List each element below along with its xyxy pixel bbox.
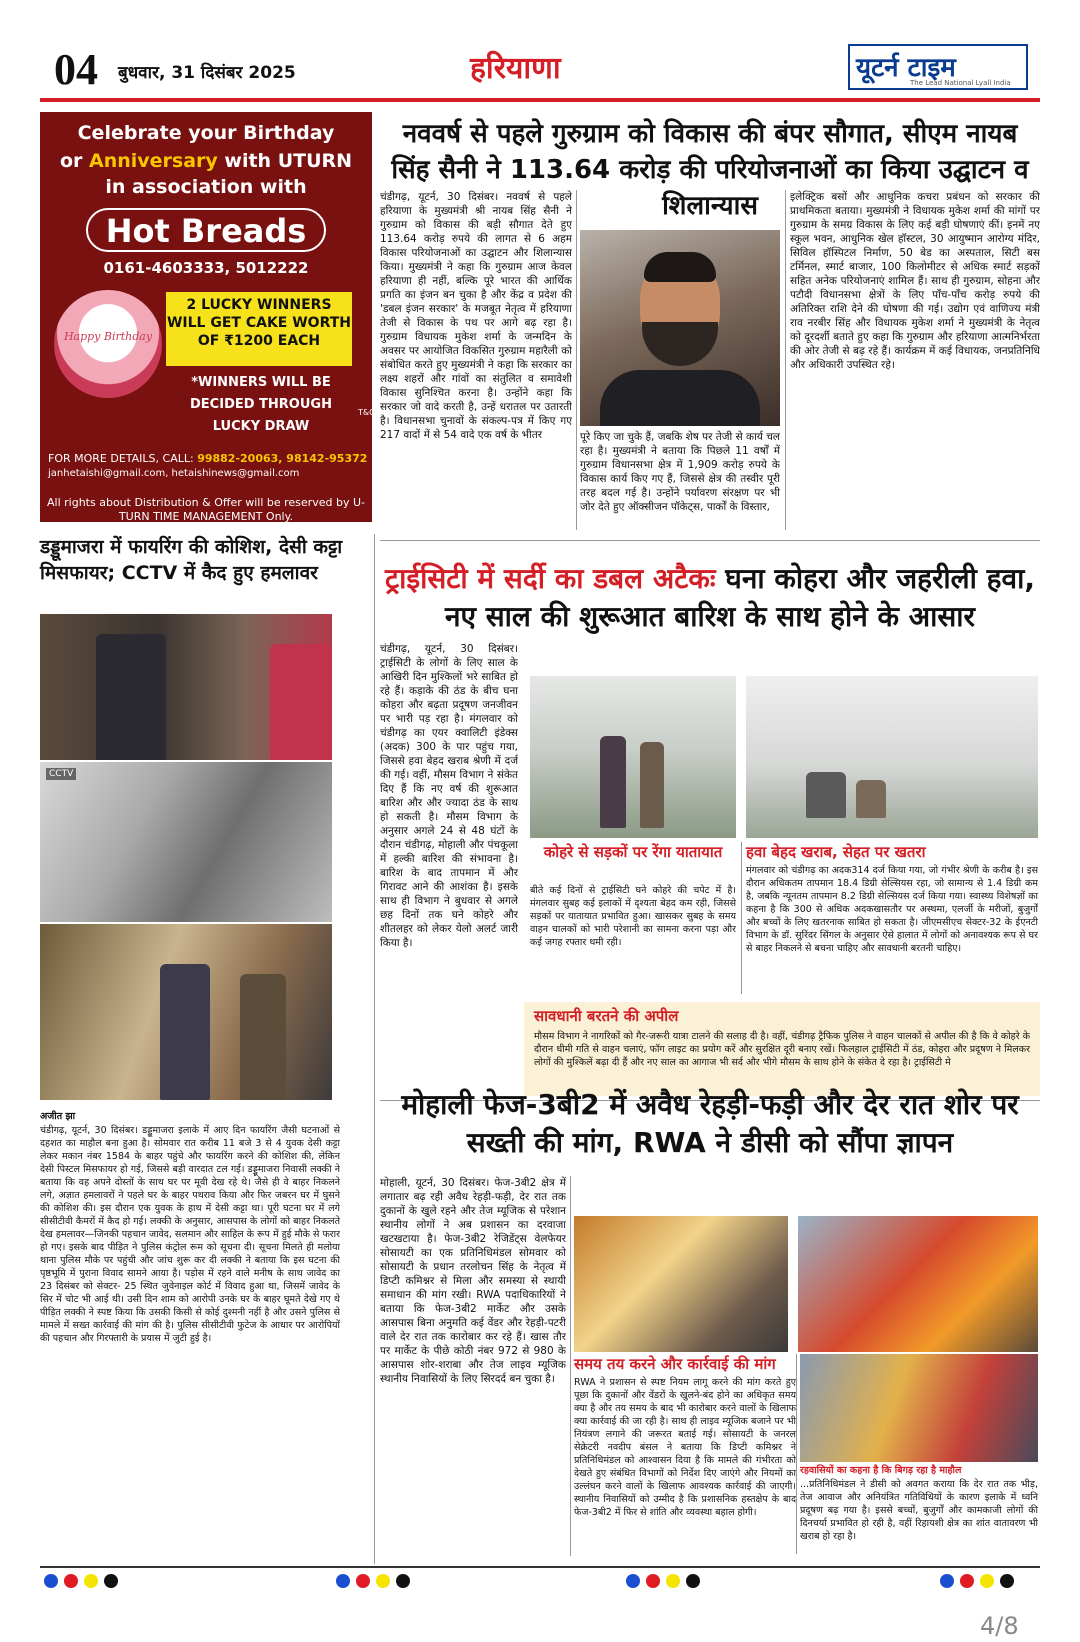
story2-sub2-body: मंगलवार को चंडीगढ़ का अदक314 दर्ज किया गया, जो गंभीर श्रेणी के करीब है। इस दौरान अधिकतम तापमान 18.4 डिग्री सेल्सियस रहा, जो सामान्य से 1.4 डिग्री कम है, जबकि न्यूनतम तापमान 8.2 डिग्री सेल्सियस दर्ज किया गया। स्वास्थ्य विशेषज्ञों का कहना है कि 300 से अधिक अदकखासतौर पर अस्थमा, एलर्जी के मरीजों, बुजुर्गों और बच्चों के लिए खतरनाक साबित हो सकता है। जीएमसीएच सेक्टर-32 के ईएनटी विभाग के डॉ. सुरिंदर सिंगल के अनुसार ऐसे हालात में लोगों को अनावश्यक रूप से घर से बाहर निकलने से बचना चाहिए और सावधानी बरतनी चाहिए। <box>746 865 1038 954</box>
ad-line-3: in association with <box>105 176 307 198</box>
story2-body: चंडीगढ़, यूटर्न, 30 दिसंबर। ट्राईसिटी के लोगों के लिए साल के आखिरी दिन मुश्किलों भरे साबित हो रहे हैं। कड़ाके की ठंड के बीच घना कोहरा और बढ़ता प्रदूषण जनजीवन पर भारी पड़ रहा है। मंगलवार को चंडीगढ़ का एयर क्वालिटी इंडेक्स (अदक) 300 के पार पहुंच गया, जिससे हवा बेहद खराब श्रेणी में दर्ज की गई। वहीं, मौसम विभाग ने संकेत दिए हैं कि नए वर्ष की शुरूआत बारिश और और ज्यादा ठंड के साथ हो सकती है। मौसम विभाग के अनुसार अगले 24 से 48 घंटों के दौरान चंडीगढ़, मोहाली और पंचकूला में हल्की बारिश की संभावना है। बारिश के बाद तापमान में और गिरावट आने की आशंका है। इसके साथ ही विभाग ने बुधवार से अगले छह दिनों तक घने कोहरे और शीतलहर को लेकर येलो अलर्ट जारी किया है। <box>380 643 518 949</box>
issue-date: बुधवार, 31 दिसंबर 2025 <box>118 63 296 83</box>
story3-headline: मोहाली फेज-3बी2 में अवैध रेहड़ी-फड़ी और देर रात शोर पर सख्ती की मांग, RWA ने डीसी को सौंपा ज्ञापन <box>401 1088 1019 1159</box>
story2-sub3: सावधानी बरतने की अपील <box>534 1007 679 1025</box>
ad-rights: All rights about Distribution & Offer will be reserved by U-TURN TIME MANAGEMENT Only. <box>47 496 365 523</box>
side-story-body: चंडीगढ़, यूटर्न, 30 दिसंबर। डड्डूमाजरा इलाके में आए दिन फायरिंग जैसी घटनाओं से दहशत का माहौल बना हुआ है। सोमवार रात करीब 11 बजे 3 से 4 युवक देसी कट्टा लेकर मकान नंबर 1584 के बाहर पहुंचे और फायरिंग करने की कोशिश की, लेकिन देसी पिस्टल मिसफायर हो गई, जिससे बड़ी वारदात टल गई। डड्डूमाजरा निवासी लक्की ने बताया कि वह अपने दोस्तों के साथ घर पर मूवी देख रहे थे। जैसे ही वे बाहर निकलने लगे, अज्ञात हमलावरों ने पहले घर के बाहर पथराव किया और फिर जबरन घर में घुसने की कोशिश की। इस दौरान एक युवक के हाथ में देसी कट्टा था। पूरी घटना घर में लगे सीसीटीवी कैमरों में कैद हो गई। लक्की के अनुसार, आसपास के लोगों को बाहर निकलते देख हमलावर—जिनकी पहचान जावेद, सलमान और साहिल के रूप में हुई मौके से फरार हो गए। इसके बाद पीड़ित ने पुलिस कंट्रोल रूम को सूचना दी। सूचना मिलते ही मलोया थाना पुलिस मौके पर पहुंची और जांच शुरू कर दी लक्की ने बताया कि इस घटना की पृष्ठभूमि में पुराना विवाद सामने आया है। पड़ोस में रहने वाले मनीष के साथ जावेद का 23 दिसंबर को सेक्टर- 25 स्थित जुवेनाइल कोर्ट में विवाद हुआ था, जिसमें जावेद के सिर में चोट भी आई थी। उसी दिन शाम को आरोपी उनके घर के बाहर घूमते देखे गए थे पीड़ित लक्की ने स्पष्ट किया कि उसकी किसी से कोई दुश्मनी नहीं है और उसने पुलिस से मामले में सख्त कार्रवाई की मांग की है। पुलिस सीसीटीवी फुटेज के आधार पर आरोपियों की पहचान और गिरफ्तारी के प्रयास में जुटी हुई है। <box>40 1125 340 1344</box>
logo-tagline: The Lead National Lyall India <box>910 79 1011 87</box>
story3-sub1-body: RWA ने प्रशासन से स्पष्ट नियम लागू करने की मांग करते हुए पूछा कि दुकानों और वेंडरों के खुलने-बंद होने का अधिकृत समय क्या है और तय समय के बाद भी कारोबार करने वालों के खिलाफ क्या कार्रवाई की जा रही है। साथ ही लाइव म्यूजिक बजाने पर भी नियंत्रण लगाने की जरूरत बताई गई। सोसायटी के जनरल सेक्रेटरी नवदीप बंसल ने बताया कि डिप्टी कमिश्नर ने प्रतिनिधिमंडल को आश्वासन दिया है कि मामले की गंभीरता को देखते हुए संबंधित विभागों को निर्देश दिए जाएंगे और नियमों का उल्लंघन करने वालों के खिलाफ आवश्यक कार्रवाई की जाएगी। स्थानीय निवासियों को उम्मीद है कि प्रशासनिक हस्तक्षेप के बाद फेज-3बी2 में फिर से शांति और व्यवस्था बहाल होगी। <box>574 1377 796 1518</box>
story2-sub1: कोहरे से सड़कों पर रेंगा यातायात <box>543 843 723 861</box>
ad-line-1: Celebrate your Birthday <box>77 122 335 144</box>
ad-details: FOR MORE DETAILS, CALL: 99882-20063, 98142-95372 <box>48 452 368 465</box>
newspaper-page <box>40 40 1040 1590</box>
cake-text: Happy Birthday <box>63 330 153 343</box>
cake-image <box>54 290 162 398</box>
story2-sub2: हवा बेहद खराब, सेहत पर खतरा <box>746 843 926 861</box>
side-story-headline: डड्डूमाजरा में फायरिंग की कोशिश, देसी कट्टा मिसफायर; CCTV में कैद हुए हमलावर <box>40 536 343 584</box>
ad-line-2: or Anniversary with UTURN <box>59 150 353 172</box>
side-story-byline: अजीत झा <box>40 1111 76 1122</box>
story2-sub1-body: बीते कई दिनों से ट्राईसिटी घने कोहरे की चपेट में है। मंगलवार सुबह कई इलाकों में दृश्यता बेहद कम रही, जिससे सड़कों पर यातायात प्रभावित हुआ। खासकर सुबह के समय वाहन चालकों को भारी परेशानी का सामना करना पड़ा और कई जगह रफ्तार थमी रही। <box>530 885 736 948</box>
logo-text: यूटर्न टाइम <box>856 53 956 83</box>
hot-breads-logo <box>86 208 326 252</box>
birthday-advertisement <box>40 112 375 523</box>
cm-photo <box>580 230 780 426</box>
ad-emails: janhetaishi@gmail.com, hetaishinews@gmail.com <box>48 468 300 479</box>
story3-sub2: रहवासियों का कहना है कि बिगड़ रहा है माहौल <box>800 1465 962 1476</box>
police-at-scene-photo <box>40 924 332 1100</box>
story1-column-3: इलेक्ट्रिक बसों और आधुनिक कचरा प्रबंधन को सरकार की प्राथमिकता बताया। मुख्यमंत्री ने विधायक मुकेश शर्मा की मांगों पर गुरुग्राम के समग्र विकास के लिए कई बड़ी घोषणाएं कीं। इनमें नए स्कूल भवन, आधुनिक खेल हॉस्टल, 30 आयुष्मान आरोग्य मंदिर, सिविल हॉस्पिटल निर्माण, 50 बेड का अस्पताल, सिटी बस टर्मिनल, स्मार्ट बाजार, 100 किलोमीटर से अधिक स्मार्ट सड़कों सहित अनेक परियोजनाएं शामिल हैं। साथ ही गुरुग्राम, सोहना और पटौदी विधानसभा क्षेत्रों के लिए पाँच-पाँच करोड़ रुपये की अतिरिक्त राशि देने की घोषणा की गई। उद्योग एवं वाणिज्य मंत्री राव नरबीर सिंह और विधायक मुकेश शर्मा ने मुख्यमंत्री के नेतृत्व को दूरदर्शी बताते हुए कहा कि गुरुग्राम और हरियाणा आत्मनिर्भरता की ओर तेजी से बढ़ रहे हैं। कार्यक्रम में कई विधायक, जनप्रतिनिधि और अधिकारी उपस्थित रहे। <box>790 191 1040 371</box>
story1-headline: नववर्ष से पहले गुरुग्राम को विकास की बंपर सौगात, सीएम नायब सिंह सैनी ने 113.64 करोड़ की परियोजनाओं का किया उद्घाटन व शिलान्यास <box>391 119 1029 221</box>
ad-brand: Hot Breads <box>105 212 307 250</box>
story3-body: मोहाली, यूटर्न, 30 दिसंबर। फेज-3बी2 क्षेत्र में लगातार बढ़ रही अवैध रेहड़ी-फड़ी, देर रात तक दुकानों के खुले रहने और तेज म्यूजिक से परेशान स्थानीय लोगों ने अब प्रशासन का दरवाजा खटखटाया है। फेज-3बी2 रेजिडेंट्स वेलफेयर सोसायटी का एक प्रतिनिधिमंडल सोमवार को सोसायटी के प्रधान तरलोचन सिंह के नेतृत्व में डिप्टी कमिश्नर से मिला और समस्या से स्थायी समाधान की मांग रखी। RWA पदाधिकारियों ने बताया कि फेज-3बी2 मार्केट और उसके आसपास बिना अनुमति कई वेंडर और रेहड़ी-पटरी वाले देर रात तक कारोबार कर रहे हैं। खास तौर पर मार्केट के पीछे कोठी नंबर 972 से 980 के आसपास शोर-शराबा और तेज लाइव म्यूजिक स्थानीय निवासियों के लिए सिरदर्द बन चुका है। <box>380 1177 566 1385</box>
cctv-footage-photo <box>40 762 332 922</box>
story3-sub1: समय तय करने और कार्रवाई की मांग <box>574 1355 776 1373</box>
section-title: हरियाणा <box>470 51 561 86</box>
fog-walkers-photo <box>530 676 736 838</box>
page-indicator: 4/8 <box>980 1612 1019 1640</box>
caution-appeal-box <box>524 1002 1040 1096</box>
story1-column-2: पूरे किए जा चुके हैं, जबकि शेष पर तेजी से कार्य चल रहा है। मुख्यमंत्री ने बताया कि पिछले 11 वर्षों में गुरुग्राम विधानसभा क्षेत्र में 1,909 करोड़ रुपये के विकास कार्य किए गए हैं, जिससे क्षेत्र की तस्वीर पूरी तरह बदल गई है। उन्होंने पर्यावरण संरक्षण पर भी जोर देते हुए ऑक्सीजन पॉकेट्स, पार्कों के विस्तार, <box>580 431 780 513</box>
ad-phone: 0161-4603333, 5012222 <box>103 259 309 277</box>
crowded-market-photo <box>800 1354 1038 1462</box>
cctv-label: CCTV <box>46 768 76 780</box>
fog-park-photo <box>746 676 1038 838</box>
market-night-photo <box>574 1216 788 1352</box>
story2-headline: ट्राईसिटी में सर्दी का डबल अटैकः घना कोहरा और जहरीली हवा, नए साल की शुरूआत बारिश के साथ होने के आसार <box>385 562 1035 633</box>
story1-column-1: चंडीगढ़, यूटर्न, 30 दिसंबर। नववर्ष से पहले हरियाणा के मुख्यमंत्री श्री नायब सिंह सैनी ने गुरुग्राम को विकास की बड़ी सौगात देते हुए 113.64 करोड़ रुपये की लागत से 6 अहम विकास परियोजनाओं का उद्घाटन और शिलान्यास किया। मुख्यमंत्री ने कहा कि गुरुग्राम आज केवल हरियाणा ही नहीं, बल्कि पूरे भारत की आर्थिक प्रगति का इंजन बन चुका है और केंद्र व प्रदेश की 'डबल इंजन सरकार' के मजबूत नेतृत्व में हरियाणा तेजी से विकास के पथ पर आगे बढ़ रहा है। गुरुग्राम विधायक मुकेश शर्मा के जन्मदिन के अवसर पर आयोजित विकसित गुरुग्राम महारैली को संबोधित करते हुए मुख्यमंत्री ने कहा कि सरकार का लक्ष्य शहरों और गांवों का संतुलित व समावेशी विकास सुनिश्चित करना है। उन्होंने कहा कि सरकार जो वादे करती है, उन्हें धरातल पर उतारती है। विधानसभा चुनावों के संकल्प-पत्र में किए गए 217 वादों में से 54 वादे एक वर्ष के भीतर <box>380 191 572 441</box>
newspaper-logo <box>848 44 1028 90</box>
ad-tc: T&C <box>358 408 375 417</box>
bottom-rule <box>40 1566 1040 1568</box>
ad-offer: 2 LUCKY WINNERS WILL GET CAKE WORTH OF ₹1200 EACH <box>166 292 352 366</box>
masthead <box>40 40 1040 102</box>
ad-winners-note: *WINNERS WILL BE DECIDED THROUGH LUCKY DRAW <box>190 375 332 434</box>
page-number: 04 <box>54 45 98 94</box>
story2-sub3-body: मौसम विभाग ने नागरिकों को गैर-जरूरी यात्रा टालने की सलाह दी है। वहीं, चंडीगढ़ ट्रैफिक पुलिस ने वाहन चालकों से अपील की है कि वे कोहरे के दौरान धीमी गति से वाहन चलाएं, फॉग लाइट का प्रयोग करें और सुरक्षित दूरी बनाए रखें। फिलहाल ट्राईसिटी में ठंड, कोहरा और प्रदूषण ने मिलकर लोगों की मुश्किलें बढ़ा दी हैं और नए साल का आगाज भी सर्द और भीगे मौसम के साथ होने के संकेत दे रहा है। ट्राईसिटी मे <box>534 1031 1030 1068</box>
story3-sub2-body: ...प्रतिनिधिमंडल ने डीसी को अवगत कराया कि देर रात तक भीड़, तेज आवाज और अनियंत्रित गतिविधियों के कारण इलाके में ध्वनि प्रदूषण बढ़ गया है। इससे बच्चों, बुजुर्गों और कामकाजी लोगों की दिनचर्या प्रभावित हो रही है, वहीं रिहायशी क्षेत्र का शांत वातावरण भी खराब हो रहा है। <box>800 1479 1038 1542</box>
vendors-street-photo <box>798 1216 1038 1352</box>
accused-photo <box>40 614 332 760</box>
